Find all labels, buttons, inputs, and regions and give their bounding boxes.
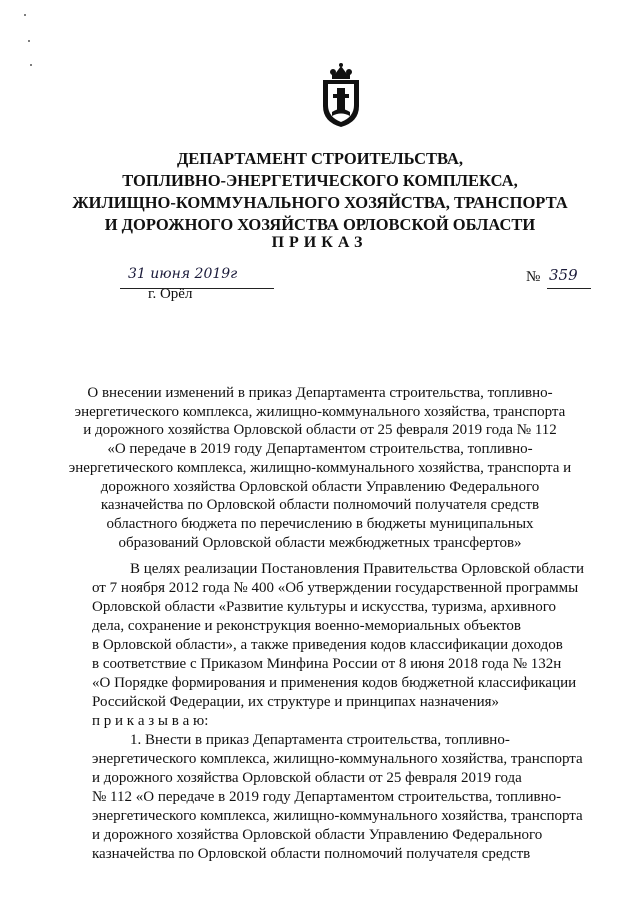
order-city: г. Орёл (148, 286, 193, 302)
subject-line: казначейства по Орловской области полномочий получателя средств (100, 497, 540, 514)
order-title: ПРИКАЗ (271, 234, 368, 251)
body-line: и дорожного хозяйства Орловской области от 25 февраля 2019 года (92, 770, 522, 786)
organization-line: ЖИЛИЩНО-КОММУНАЛЬНОГО ХОЗЯЙСТВА, ТРАНСПОРТА (72, 193, 568, 212)
subject-line: энергетического комплекса, жилищно-коммунального хозяйства, транспорта (74, 403, 566, 420)
body-line: энергетического комплекса, жилищно-коммунального хозяйства, транспорта (92, 808, 583, 824)
organization-header (60, 148, 580, 236)
coat-of-arms-icon (319, 62, 363, 128)
body-line: от 7 ноября 2012 года № 400 «Об утверждении государственной программы (92, 580, 579, 596)
subject-line: энергетического комплекса, жилищно-коммунального хозяйства, транспорта и (68, 459, 572, 476)
order-subject (60, 384, 580, 552)
body-line: Российской Федерации, их структуре и принципах назначения» (92, 694, 500, 710)
body-line: п р и к а з ы в а ю: (92, 713, 209, 729)
subject-line: дорожного хозяйства Орловской области Управлению Федерального (100, 478, 540, 495)
order-date-handwritten: 31 июня 2019г (128, 266, 238, 282)
body-line: в соответствие с Приказом Минфина России от 8 июня 2018 года № 132н (92, 656, 562, 672)
organization-line: И ДОРОЖНОГО ХОЗЯЙСТВА ОРЛОВСКОЙ ОБЛАСТИ (104, 215, 536, 234)
body-line: и дорожного хозяйства Орловской области Управлению Федерального (92, 827, 543, 843)
body-line: дела, сохранение и реконструкция военно-мемориальных объектов (92, 618, 521, 634)
subject-line: областного бюджета по перечислению в бюджеты муниципальных (106, 515, 534, 532)
order-number-handwritten: 359 (549, 266, 578, 284)
organization-line: ТОПЛИВНО-ЭНЕРГЕТИЧЕСКОГО КОМПЛЕКСА, (122, 171, 518, 190)
body-line: 1. Внести в приказ Департамента строительства, топливно- (130, 732, 510, 748)
scan-speck (28, 40, 30, 42)
body-line: казначейства по Орловской области полномочий получателя средств (92, 846, 531, 862)
scan-speck (30, 64, 32, 66)
scan-speck (24, 14, 26, 16)
body-line: в Орловской области», а также приведения кодов классификации доходов (92, 637, 563, 653)
organization-line: ДЕПАРТАМЕНТ СТРОИТЕЛЬСТВА, (176, 149, 464, 168)
body-line: «О Порядке формирования и применения кодов бюджетной классификации (92, 675, 577, 691)
subject-line: «О передаче в 2019 году Департаментом строительства, топливно- (107, 441, 533, 458)
order-number-label: № (526, 269, 541, 285)
body-line: Орловской области «Развитие культуры и искусства, туризма, архивного (92, 599, 557, 615)
subject-line: О внесении изменений в приказ Департамента строительства, топливно- (87, 385, 553, 401)
subject-line: образований Орловской области межбюджетных трансфертов» (118, 534, 522, 551)
body-line: энергетического комплекса, жилищно-коммунального хозяйства, транспорта (92, 751, 583, 767)
body-line: № 112 «О передаче в 2019 году Департаментом строительства, топливно- (92, 789, 562, 805)
subject-line: и дорожного хозяйства Орловской области от 25 февраля 2019 года № 112 (83, 422, 557, 439)
order-body (92, 560, 594, 864)
body-line: В целях реализации Постановления Правительства Орловской области (130, 561, 585, 577)
